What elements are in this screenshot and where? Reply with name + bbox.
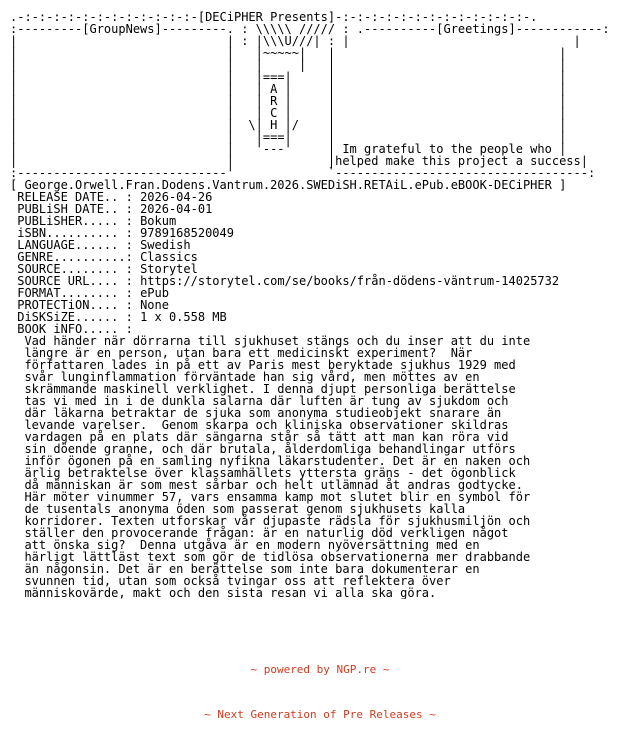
book-info-line-13: Här möter vinummer 57, vars ensamma kamp mot slutet blir en symbol för [10,490,531,504]
info-label: SOURCE URL.... : [10,274,133,288]
info-value: ePub [140,286,169,300]
book-info-line-9: sin döende granne, och där brutala, ålderdomliga behandlingar utförs [10,442,516,456]
book-info-line-14: de tusentals anonyma öden som passerat genom sjukhusets kalla [10,502,466,516]
header-line-7: | | | R | | | [10,94,567,108]
footer-powered-by: ~ powered by NGP.re ~ [250,663,390,676]
info-label: LANGUAGE...... : [10,238,133,252]
book-info-line-10: inför ögonen på en samling nyfikna läkarstudenter. Det är en naken och [10,454,531,468]
info-value: None [140,298,169,312]
header-line-11: | | '---' | Im grateful to the people who | [10,142,567,156]
info-value: Swedish [140,238,191,252]
book-info-line-3: svår lunginflammation förväntade han sig vård, men möttes av en [10,370,480,384]
info-label: PUBLiSHER..... : [10,214,133,228]
header-line-1: :---------[GroupNews]---------. : \\\\\ ///// : .----------[Greetings]------------: [10,22,610,36]
info-value: 9789168520049 [140,226,234,240]
footer-tagline: ~ Next Generation of Pre Releases ~ [204,708,436,721]
footer [0,632,640,737]
header-line-5: | | |===| | | [10,70,567,84]
header-line-9: | | \| H |/ | | [10,118,567,132]
header-line-10: | | |===| | | [10,130,567,144]
header-line-0: .-:-:-:-:-:-:-:-:-:-:-:-:-[DECiPHER Presents]-:-:-:-:-:-:-:-:-:-:-:-:-:-. [10,11,538,24]
book-info-line-2: författaren lades in på ett av Paris mest beryktade sjukhus 1929 med [10,358,516,372]
book-info-line-4: skrämmande maskinell verklighet. I denna djupt personliga berättelse [10,382,516,396]
book-info-line-6: där läkarna betraktar de sjuka som anonyma studieobjekt snarare än [10,406,502,420]
info-label: DiSKSiZE...... : [10,310,133,324]
header-line-4: | | | | | | [10,58,567,72]
book-info-line-1: längre är en person, utan bara ett medicinskt experiment? När [10,346,473,360]
book-info-line-19: än någonsin. Det är en berättelse som inte bara dokumenterar en [10,562,480,576]
info-label: SOURCE........ : [10,262,133,276]
book-info-line-12: då människan är som mest sårbar och helt utlämnad åt andras godtycke. [10,478,523,492]
info-label: PUBLiSH DATE.. : [10,202,133,216]
info-value: Storytel [140,262,198,276]
header-line-3: | | |~~~~~| | | [10,46,567,60]
book-info-line-16: ställer den provocerande frågan: är en naturlig död verkligen något [10,526,509,540]
info-label: iSBN.......... : [10,226,133,240]
book-info-line-8: vardagen på en plats där sängarna står så tätt att man kan röra vid [10,430,509,444]
info-value: 2026-04-26 [140,190,213,204]
book-info-line-20: svunnen tid, utan som också tvingar oss att reflektera över [10,574,451,588]
book-info-line-18: härligt lättläst text som gör de tidlösa observationerna mer drabbande [10,550,531,564]
book-info-line-15: korridorer. Texten utforskar vår djupaste rädsla för sjukhusmiljön och [10,514,531,528]
info-value: https://storytel.com/se/books/från-dödens-väntrum-14025732 [140,274,560,288]
info-label: PROTECTiON.... : [10,298,133,312]
book-info-line-17: att önska sig? Denna utgåva är en modern nyöversättning med en [10,538,480,552]
info-label: FORMAT........ : [10,286,133,300]
info-label: GENRE..........: [10,250,133,264]
header-line-2: | | : |\\\U///| : | | [10,34,581,48]
book-info-line-21: människovärde, makt och den sista resan vi alla ska göra. [10,586,437,599]
info-value: Classics [140,250,198,264]
nfo-text [10,11,634,599]
info-value: 1 x 0.558 MB [140,310,227,324]
header-line-8: | | | C | | | [10,106,567,120]
book-info-line-5: tas vi med in i de dunkla salarna där luften är tung av sjukdom och [10,394,509,408]
info-value: Bokum [140,214,177,228]
book-info-line-11: ärlig betraktelse över klassamhällets yttersta gräns - det ögonblick [10,466,516,480]
info-value: 2026-04-01 [140,202,213,216]
header-line-12: | | |helped make this project a success| [10,154,588,168]
info-label: RELEASE DATE.. : [10,190,133,204]
header-line-13: :-----------------------------' `-----------------------------------: [10,166,596,180]
header-line-6: | | | A | | | [10,82,567,96]
info-label: BOOK iNFO..... : [10,322,133,336]
release-title: [ George.Orwell.Fran.Dodens.Vantrum.2026.SWEDiSH.RETAiL.ePub.eBOOK-DECiPHER ] [10,178,567,192]
book-info-line-0: Vad händer när dörrarna till sjukhuset stängs och du inser att du inte [10,334,531,348]
book-info-line-7: levande varelser. Genom skarpa och kliniska observationer skildras [10,418,509,432]
